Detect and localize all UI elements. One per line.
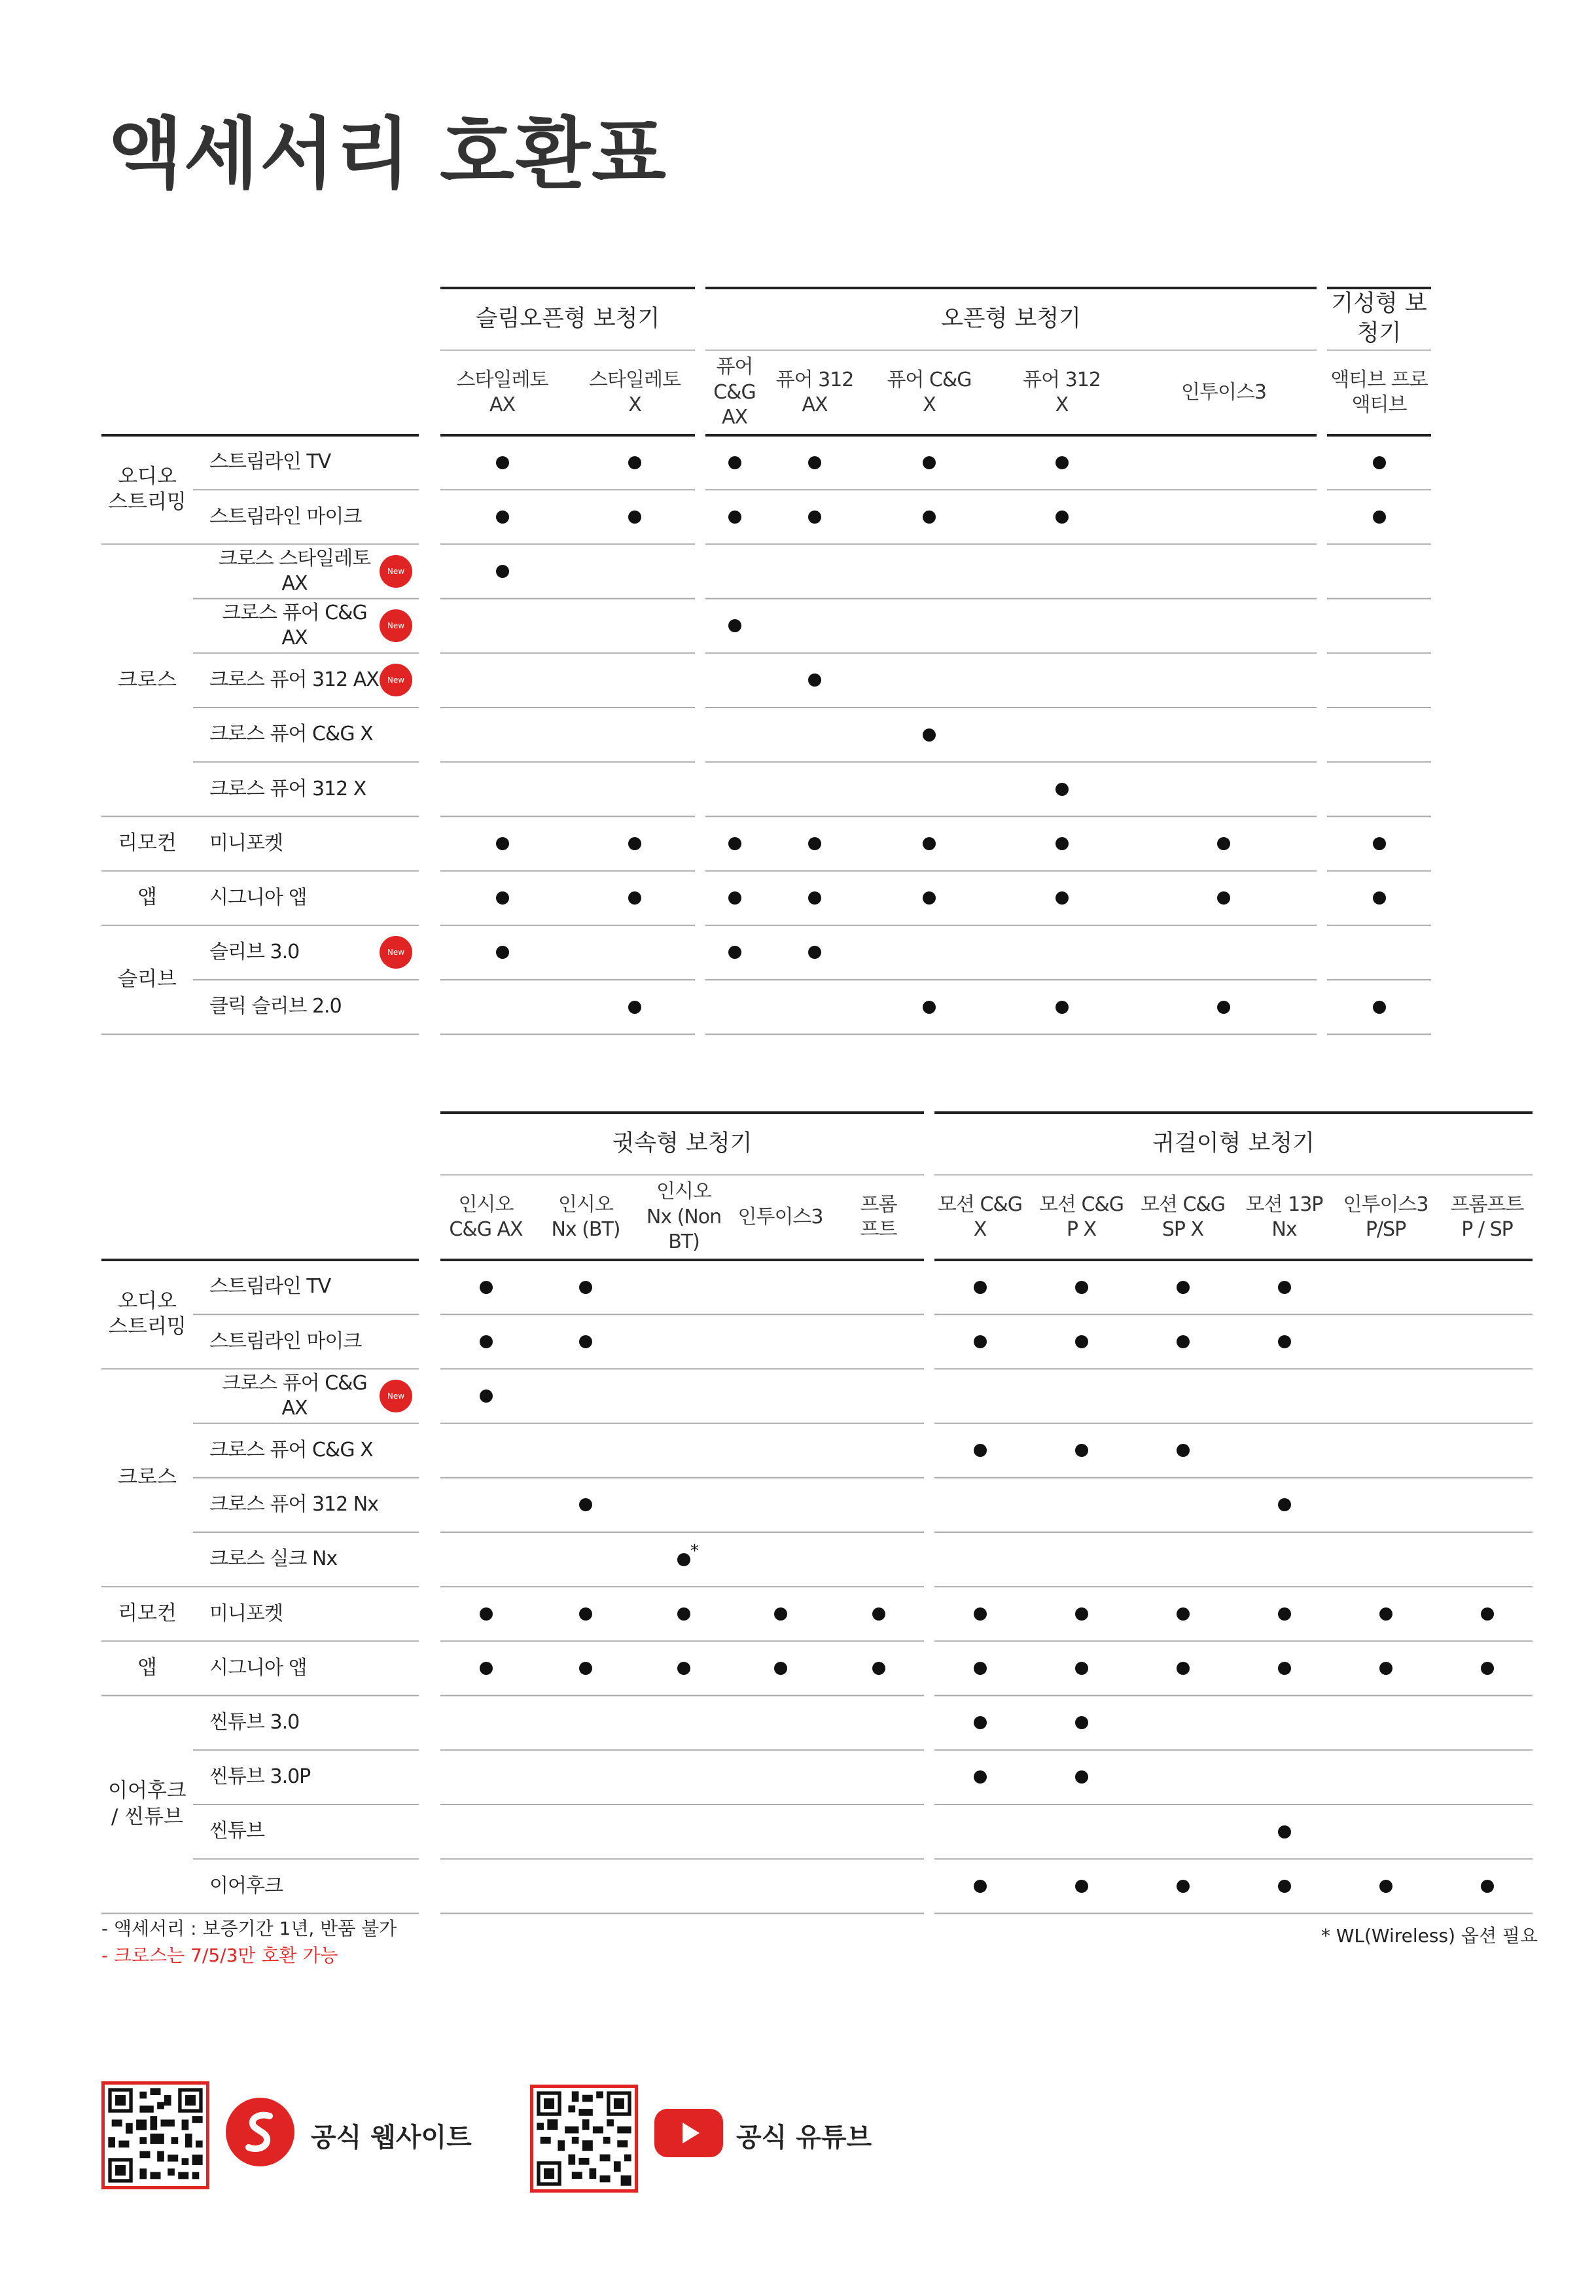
compat-dot <box>1373 456 1386 469</box>
compat-dot <box>480 1281 493 1294</box>
compat-dot <box>1278 1281 1291 1294</box>
compat-dot <box>774 1607 787 1621</box>
category-label-line: 앱 <box>137 1656 157 1680</box>
column-header-line: 액티브 프로 <box>1330 368 1428 391</box>
column-header-line: 프롬프트 <box>1450 1193 1524 1216</box>
row-label: 크로스 퓨어 C&G AX <box>222 601 367 650</box>
row-label: 슬리브 3.0 <box>209 941 300 964</box>
category-label-line: 스트리밍 <box>108 490 186 514</box>
column-header-line: 인시오 <box>558 1193 613 1216</box>
compat-dot <box>1278 1607 1291 1621</box>
compat-dot <box>579 1335 592 1348</box>
column-header-line: SP X <box>1162 1218 1204 1241</box>
compat-dot <box>1075 1770 1088 1784</box>
column-header-line: 모션 13P <box>1245 1193 1323 1216</box>
compat-dot <box>1278 1498 1291 1511</box>
compat-dot <box>496 891 509 905</box>
compat-dot <box>974 1335 987 1348</box>
column-header-line: X <box>973 1218 987 1241</box>
column-header-line: 스타일레토 <box>456 368 548 391</box>
column-header-line: AX <box>721 406 748 429</box>
column-header-line: 퓨어 312 <box>775 368 854 391</box>
compat-dot <box>1177 1880 1190 1893</box>
footnote-warranty: - 액세서리 : 보증기간 1년, 반품 불가 <box>101 1918 397 1939</box>
row-label: 크로스 퓨어 C&G AX <box>222 1371 367 1420</box>
official-youtube-link[interactable]: 공식 유튜브 <box>736 2123 872 2153</box>
compat-dot <box>1055 456 1069 469</box>
compat-dot <box>496 946 509 959</box>
compat-dot <box>1055 891 1069 905</box>
category-label <box>101 1369 193 1587</box>
column-header-line: P X <box>1066 1218 1097 1241</box>
column-header <box>769 353 860 432</box>
row-label: 스트림라인 마이크 <box>209 505 362 528</box>
compat-dot <box>1055 511 1069 524</box>
compat-dot <box>974 1716 987 1729</box>
compat-dot <box>974 1607 987 1621</box>
qr-pattern-icon <box>533 2088 635 2189</box>
row-label: 크로스 퓨어 312 X <box>209 777 366 800</box>
wireless-asterisk: * <box>690 1541 699 1561</box>
compatibility-table-2 <box>101 1113 1538 1913</box>
column-header <box>998 353 1126 432</box>
compat-dot <box>480 1662 493 1675</box>
compat-dot <box>728 837 741 850</box>
category-label <box>101 1587 193 1641</box>
row-label: 스트림라인 마이크 <box>209 1329 362 1353</box>
compat-dot <box>496 565 509 578</box>
column-header-line: 인시오 <box>458 1193 514 1216</box>
compat-dot <box>628 1001 641 1014</box>
column-header-line: Nx (BT) <box>551 1218 620 1241</box>
column-header <box>435 1178 537 1257</box>
category-label-line: 슬리브 <box>118 967 177 992</box>
compat-dot <box>1177 1335 1190 1348</box>
row-label: 씬튜브 <box>209 1820 264 1843</box>
compat-dot <box>1373 511 1386 524</box>
column-header <box>1436 1178 1538 1257</box>
compat-dot <box>1373 1001 1386 1014</box>
category-label-line: 크로스 <box>118 668 177 692</box>
compat-dot <box>1217 1001 1230 1014</box>
compat-dot <box>872 1662 885 1675</box>
row-label: 크로스 퓨어 312 Nx <box>209 1493 378 1516</box>
compat-dot <box>1177 1662 1190 1675</box>
category-label-line: / 씬튜브 <box>111 1804 184 1829</box>
compat-dot <box>579 1607 592 1621</box>
compatibility-table-1 <box>101 288 1538 1034</box>
compat-dot <box>923 1001 936 1014</box>
category-label-line: 스트리밍 <box>108 1315 186 1339</box>
group-header: 기성형 보청기 <box>1331 291 1427 346</box>
compat-dot <box>480 1607 493 1621</box>
column-header <box>1126 353 1322 432</box>
footnote-wireless: * WL(Wireless) 옵션 필요 <box>1321 1925 1538 1946</box>
compat-dot <box>1055 837 1069 850</box>
compat-dot <box>628 837 641 850</box>
group-header: 오픈형 보청기 <box>941 305 1081 332</box>
compat-dot <box>1075 1716 1088 1729</box>
column-header-line: 인투이스3 <box>1343 1193 1428 1216</box>
website-qr-code[interactable] <box>101 2081 209 2189</box>
new-badge: New <box>380 664 412 696</box>
group-header: 귓속형 보청기 <box>612 1130 753 1157</box>
compat-dot <box>974 1444 987 1457</box>
compat-dot <box>728 946 741 959</box>
category-label-line: 리모컨 <box>118 831 177 855</box>
category-label <box>101 1260 193 1369</box>
play-triangle-icon <box>676 2120 702 2146</box>
category-label-line: 오디오 <box>118 1289 177 1313</box>
compat-dot <box>923 728 936 742</box>
column-header-line: 프롬 <box>860 1193 897 1216</box>
category-label <box>101 816 193 870</box>
signia-logo-icon[interactable] <box>226 2098 294 2166</box>
column-header-line: X <box>1055 393 1069 416</box>
column-header-line: Nx (Non BT) <box>646 1205 722 1254</box>
column-header-line: 인투이스3 <box>1180 380 1266 404</box>
column-header-line: 인시오 <box>656 1180 711 1204</box>
column-header-line: P/SP <box>1365 1218 1406 1241</box>
compat-dot <box>1373 837 1386 850</box>
column-header <box>860 353 998 432</box>
compat-dot <box>974 1880 987 1893</box>
compat-dot <box>872 1607 885 1621</box>
row-label: 크로스 퓨어 C&G X <box>209 723 373 746</box>
row-label: 미니포켓 <box>209 1602 283 1625</box>
group-header: 슬림오픈형 보청기 <box>475 305 660 332</box>
compat-dot <box>1379 1662 1392 1675</box>
youtube-qr-code[interactable] <box>530 2085 638 2193</box>
row-label: 씬튜브 3.0 <box>209 1710 300 1734</box>
category-label <box>101 871 193 925</box>
column-header-line: 액티브 <box>1351 393 1407 416</box>
signia-s-glyph-icon <box>241 2109 280 2155</box>
compat-dot <box>579 1281 592 1294</box>
column-header-line: 모션 C&G <box>1038 1193 1124 1216</box>
column-header <box>828 1178 929 1257</box>
compat-dot <box>1379 1607 1392 1621</box>
column-header <box>1233 1178 1335 1257</box>
page-title: 액세서리 호환표 <box>108 109 667 199</box>
row-label: 미니포켓 <box>209 831 283 855</box>
compat-dot <box>728 891 741 905</box>
column-header-line: AX <box>802 393 828 416</box>
compat-dot <box>808 511 821 524</box>
compat-dot <box>1055 783 1069 796</box>
column-header <box>435 353 569 432</box>
row-label: 씬튜브 3.0P <box>209 1765 311 1789</box>
compat-dot <box>1217 837 1230 850</box>
column-header-line: Nx <box>1271 1218 1297 1241</box>
row-label: 스트림라인 TV <box>209 1275 331 1299</box>
compat-dot <box>974 1662 987 1675</box>
compat-dot <box>1481 1607 1494 1621</box>
compat-dot <box>628 456 641 469</box>
column-header-line: 퓨어 312 <box>1023 368 1101 391</box>
row-label: 클릭 슬리브 2.0 <box>209 995 342 1018</box>
compat-dot <box>677 1607 690 1621</box>
compat-dot <box>1177 1607 1190 1621</box>
column-header <box>1132 1178 1233 1257</box>
compat-dot <box>923 511 936 524</box>
compat-dot <box>1177 1444 1190 1457</box>
compat-dot <box>480 1390 493 1403</box>
compat-dot <box>1373 891 1386 905</box>
row-label: 이어후크 <box>209 1874 283 1897</box>
category-label <box>101 925 193 1034</box>
row-label: 크로스 퓨어 C&G X <box>209 1438 373 1462</box>
compat-dot <box>1278 1335 1291 1348</box>
category-label-line: 앱 <box>137 886 157 910</box>
compat-dot <box>774 1662 787 1675</box>
qr-pattern-icon <box>105 2085 206 2186</box>
compat-dot <box>1379 1880 1392 1893</box>
compat-dot <box>1481 1662 1494 1675</box>
column-header-line: P / SP <box>1461 1218 1513 1241</box>
compat-dot <box>1075 1335 1088 1348</box>
compat-dot <box>1075 1607 1088 1621</box>
column-header-line: 퓨어 C&G <box>887 368 972 391</box>
row-label: 시그니아 앱 <box>209 886 307 909</box>
compat-dot <box>480 1335 493 1348</box>
column-header-line: 퓨어 C&G <box>713 355 756 404</box>
new-badge: New <box>380 1380 412 1412</box>
compat-dot <box>1075 1662 1088 1675</box>
column-header-line: AX <box>489 393 516 416</box>
compat-dot <box>808 837 821 850</box>
category-label <box>101 1641 193 1695</box>
row-label: 크로스 퓨어 312 AX <box>209 668 379 692</box>
compat-dot <box>808 456 821 469</box>
compat-dot <box>1075 1281 1088 1294</box>
column-header <box>929 1178 1031 1257</box>
compat-dot <box>677 1553 690 1566</box>
column-header <box>1322 353 1436 432</box>
category-label <box>101 544 193 816</box>
compat-dot <box>974 1281 987 1294</box>
compat-dot <box>974 1770 987 1784</box>
column-header-line: 모션 C&G <box>937 1193 1023 1216</box>
compat-dot <box>1481 1880 1494 1893</box>
compat-dot <box>1075 1880 1088 1893</box>
category-label-line: 리모컨 <box>118 1601 177 1625</box>
compat-dot <box>1278 1662 1291 1675</box>
compat-dot <box>496 837 509 850</box>
column-header <box>1031 1178 1132 1257</box>
column-header-line: X <box>628 393 641 416</box>
category-label-line: 크로스 <box>118 1465 177 1489</box>
column-header <box>537 1178 635 1257</box>
youtube-play-icon[interactable] <box>654 2109 723 2157</box>
compat-dot <box>1177 1281 1190 1294</box>
category-label <box>101 1696 193 1914</box>
column-header-line: C&G AX <box>449 1218 523 1241</box>
footnote-cross: - 크로스는 7/5/3만 호환 가능 <box>101 1945 338 1966</box>
compat-dot <box>677 1662 690 1675</box>
column-header <box>1335 1178 1436 1257</box>
compat-dot <box>579 1662 592 1675</box>
compat-dot <box>496 511 509 524</box>
new-badge: New <box>380 555 412 588</box>
column-header-line: 프트 <box>860 1218 897 1241</box>
compat-dot <box>728 456 741 469</box>
row-label: 크로스 스타일레토 AX <box>218 547 371 595</box>
compat-dot <box>496 456 509 469</box>
compat-dot <box>923 837 936 850</box>
row-label: 크로스 실크 Nx <box>209 1547 338 1571</box>
official-website-link[interactable]: 공식 웹사이트 <box>311 2123 472 2153</box>
compat-dot <box>1278 1880 1291 1893</box>
compat-dot <box>1055 1001 1069 1014</box>
column-header <box>569 353 700 432</box>
column-header-line: 인투이스3 <box>737 1205 823 1229</box>
column-header <box>635 1178 733 1257</box>
group-header: 귀걸이형 보청기 <box>1152 1130 1315 1157</box>
row-label: 시그니아 앱 <box>209 1656 307 1679</box>
compat-dot <box>628 511 641 524</box>
category-label-line: 오디오 <box>118 464 177 488</box>
column-header-line: X <box>923 393 936 416</box>
column-header-line: 모션 C&G <box>1140 1193 1226 1216</box>
compat-dot <box>1278 1825 1291 1839</box>
compat-dot <box>1075 1444 1088 1457</box>
compat-dot <box>728 511 741 524</box>
column-header <box>733 1178 828 1257</box>
compat-dot <box>923 456 936 469</box>
category-label-line: 이어후크 <box>108 1779 186 1803</box>
new-badge: New <box>380 936 412 969</box>
category-label <box>101 435 193 544</box>
column-header <box>700 353 769 432</box>
column-header-line: 스타일레토 <box>589 368 681 391</box>
new-badge: New <box>380 609 412 642</box>
row-label: 스트림라인 TV <box>209 450 331 474</box>
compat-dot <box>728 619 741 632</box>
